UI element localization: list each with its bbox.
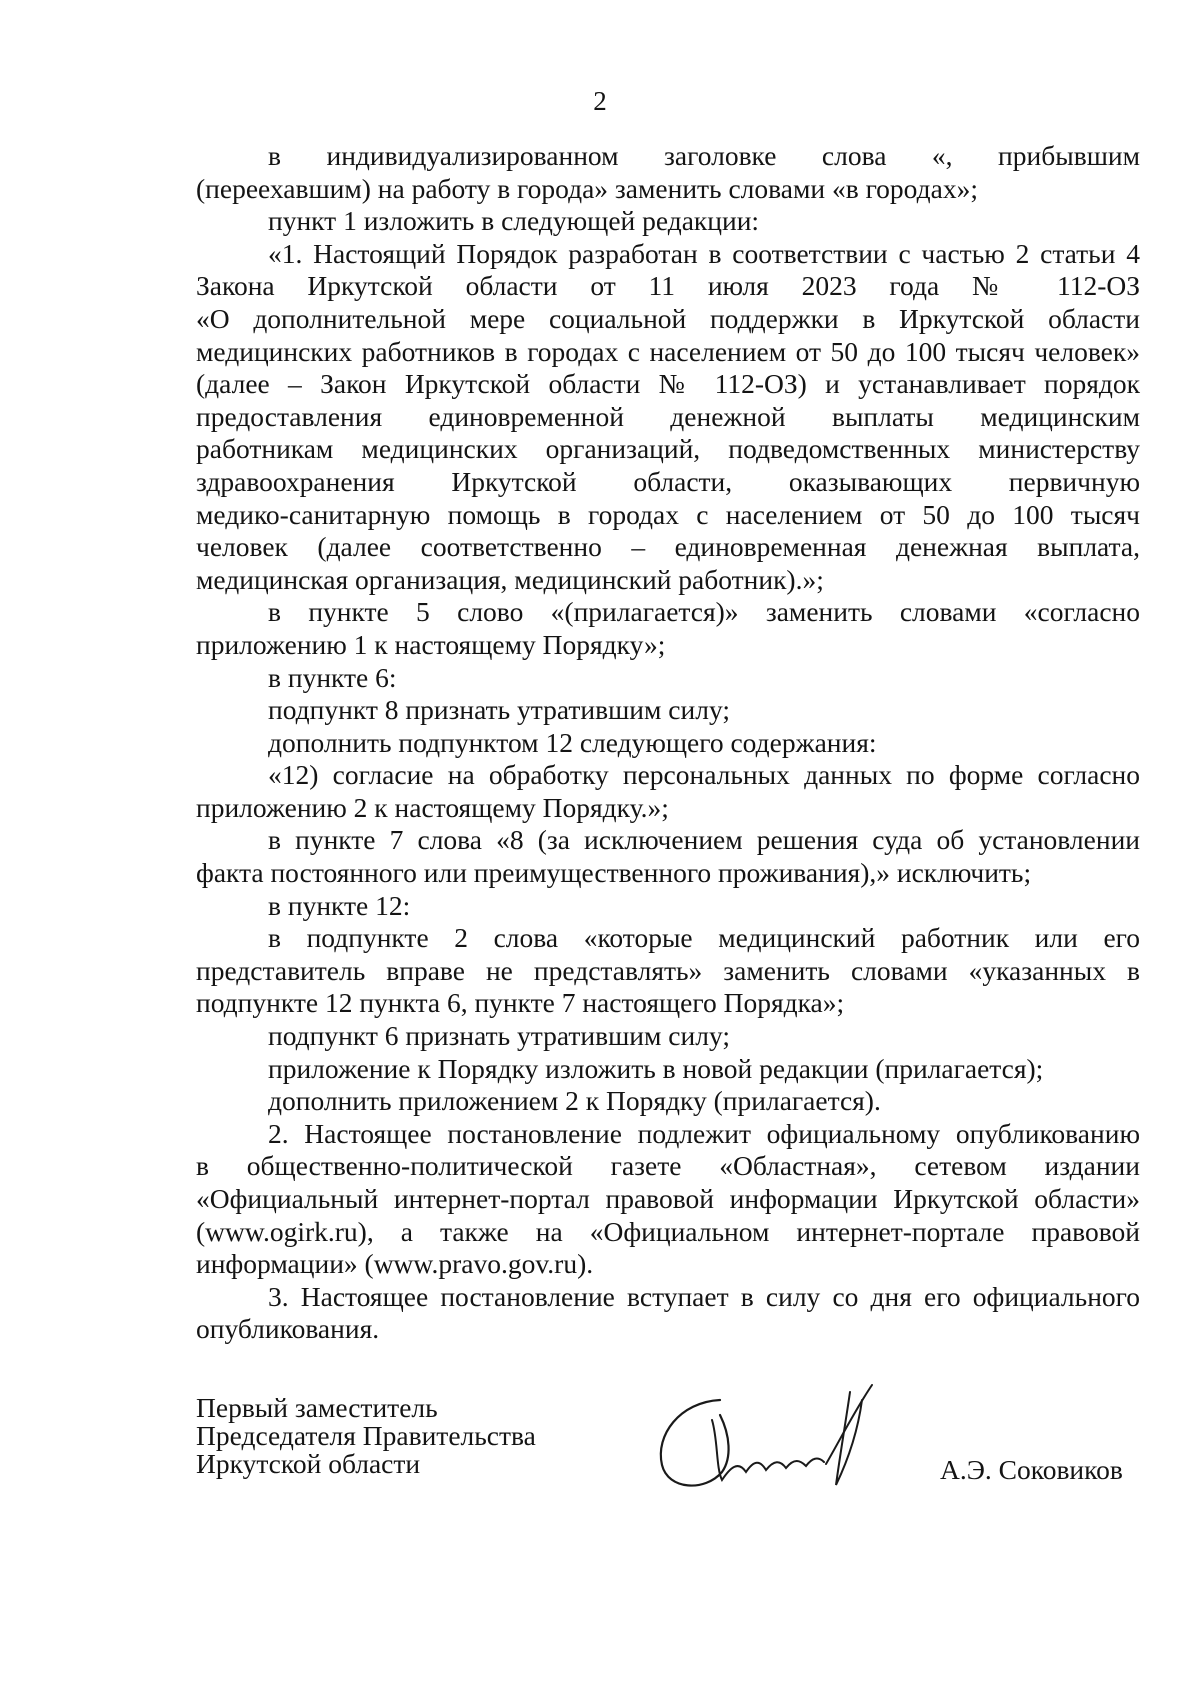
signatory-position-line: Первый заместитель	[196, 1392, 438, 1423]
text-line: в подпункте 2 слова «которые медицинский работник или его	[268, 922, 1140, 954]
handwritten-signature	[650, 1380, 910, 1510]
text-line: 3. Настоящее постановление вступает в силу со дня его официального	[268, 1280, 1140, 1312]
text-line: «О дополнительной мере социальной поддержки в Иркутской области	[196, 302, 1140, 334]
page-number: 2	[593, 86, 607, 116]
text-line: здравоохранения Иркутской области, оказывающих первичную	[196, 465, 1140, 497]
signatory-position-line: Председателя Правительства	[196, 1420, 536, 1451]
text-line: дополнить приложением 2 к Порядку (прилагается).	[268, 1085, 881, 1117]
text-line: Закона Иркутской области от 11 июля 2023 года № 112-ОЗ	[196, 270, 1140, 302]
text-line: «Официальный интернет-портал правовой информации Иркутской области»	[196, 1183, 1140, 1214]
text-line: пункт 1 изложить в следующей редакции:	[268, 205, 760, 237]
text-line: «12) согласие на обработку персональных данных по форме согласно	[268, 759, 1140, 791]
text-line: в пункте 6:	[268, 661, 397, 693]
text-line: в пункте 5 слово «(прилагается)» заменить словами «согласно	[268, 596, 1140, 628]
signatory-name: А.Э. Соковиков	[940, 1454, 1123, 1485]
text-line: подпункт 8 признать утратившим силу;	[268, 694, 730, 726]
text-line: предоставления единовременной денежной выплаты медицинским	[196, 400, 1140, 432]
text-line: приложение к Порядку изложить в новой редакции (прилагается);	[268, 1052, 1044, 1084]
text-line: в индивидуализированном заголовке слова «, прибывшим	[268, 140, 1140, 171]
text-line: информации» (www.pravo.gov.ru).	[196, 1248, 594, 1280]
text-line: медицинских работников в городах с населением от 50 до 100 тысяч человек»	[196, 335, 1140, 367]
text-line: человек (далее соответственно – единовременная денежная выплата,	[196, 531, 1140, 563]
text-line: дополнить подпунктом 12 следующего содержания:	[268, 726, 877, 758]
text-line: в пункте 7 слова «8 (за исключением решения суда об установлении	[268, 824, 1140, 856]
text-line: приложению 2 к настоящему Порядку.»;	[196, 791, 669, 823]
text-line: приложению 1 к настоящему Порядку»;	[196, 628, 666, 660]
text-line: медико-санитарную помощь в городах с населением от 50 до 100 тысяч	[196, 498, 1140, 530]
text-line: «1. Настоящий Порядок разработан в соответствии с частью 2 статьи 4	[268, 237, 1140, 269]
text-line: в пункте 12:	[268, 889, 411, 921]
text-line: (переехавшим) на работу в города» заменить словами «в городах»;	[196, 172, 978, 204]
text-line: представитель вправе не представлять» заменить словами «указанных в	[196, 954, 1140, 986]
text-line: в общественно-политической газете «Областная», сетевом издании	[196, 1150, 1140, 1182]
text-line: подпункте 12 пункта 6, пункте 7 настоящего Порядка»;	[196, 987, 845, 1019]
text-line: подпункт 6 признать утратившим силу;	[268, 1020, 730, 1052]
document-body	[196, 140, 1140, 1346]
text-line: опубликования.	[196, 1313, 380, 1345]
signatory-position-line: Иркутской области	[196, 1448, 421, 1479]
text-line: факта постоянного или преимущественного проживания),» исключить;	[196, 857, 1032, 889]
text-line: 2. Настоящее постановление подлежит официальному опубликованию	[268, 1117, 1140, 1149]
text-line: работникам медицинских организаций, подведомственных министерству	[196, 433, 1140, 465]
text-line: (www.ogirk.ru), а также на «Официальном интернет-портале правовой	[196, 1215, 1140, 1247]
signatory-position	[196, 1394, 536, 1478]
text-line: медицинская организация, медицинский работник).»;	[196, 563, 824, 595]
text-line: (далее – Закон Иркутской области № 112-ОЗ) и устанавливает порядок	[196, 368, 1140, 400]
